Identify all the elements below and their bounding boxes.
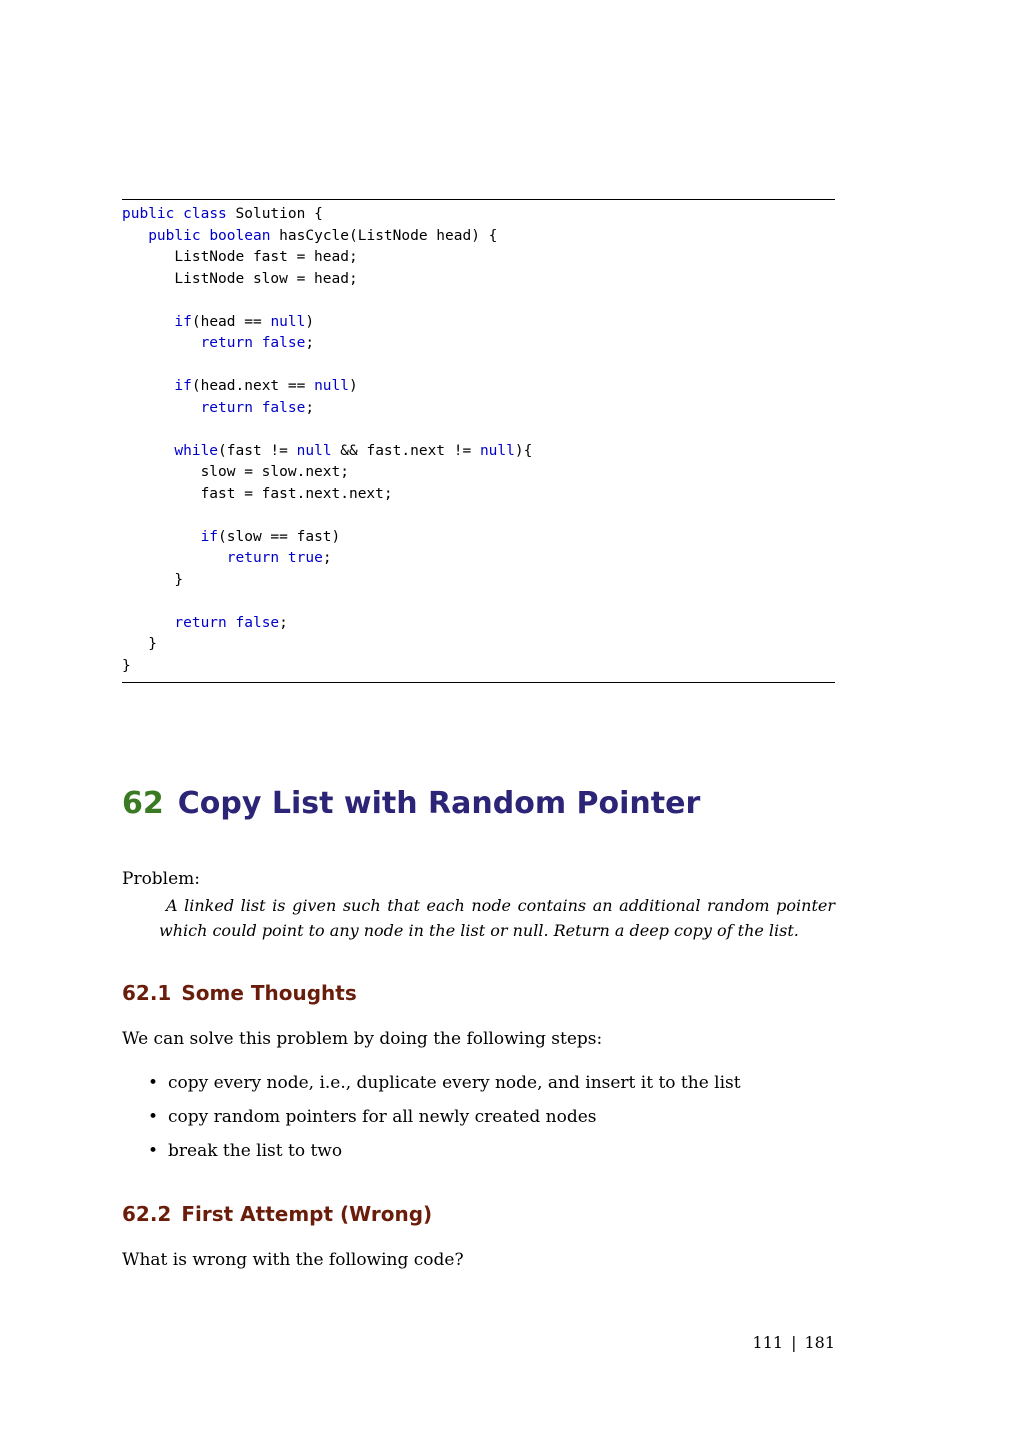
bullet-icon: • [148, 1141, 159, 1161]
code-keyword: null [479, 442, 515, 459]
code-text: ){ [514, 442, 533, 459]
code-line [122, 312, 835, 334]
code-text [122, 228, 148, 244]
code-text [227, 615, 236, 631]
section-number: 62.2 [122, 1202, 172, 1226]
code-keyword: if [174, 378, 192, 394]
code-text: (head.next == [191, 378, 315, 394]
code-text: hasCycle(ListNode head) { [270, 227, 498, 244]
code-line [122, 484, 835, 506]
code-text: (fast != [218, 442, 297, 459]
code-line [122, 398, 835, 420]
problem-label: Problem: [122, 869, 201, 889]
page-footer [753, 1333, 835, 1352]
code-keyword: public [122, 206, 175, 222]
code-text [279, 550, 288, 566]
code-line [122, 591, 835, 613]
code-keyword: return [200, 335, 253, 351]
code-keyword: return [174, 614, 227, 631]
code-keyword: null [296, 442, 332, 459]
code-keyword: false [261, 335, 306, 351]
code-line [122, 376, 835, 398]
code-text: ; [279, 614, 288, 631]
code-line [122, 204, 835, 226]
intro-paragraph: We can solve this problem by doing the following steps: [122, 1029, 603, 1049]
list-item-text: copy random pointers for all newly created nodes [168, 1107, 597, 1127]
code-text [253, 400, 262, 416]
code-text [253, 335, 262, 351]
code-keyword: false [261, 399, 306, 416]
code-text: ; [305, 335, 315, 351]
section-title-text: Some Thoughts [181, 981, 357, 1005]
code-text [122, 529, 201, 545]
code-text: (slow == fast) [218, 528, 341, 545]
section-title-text: First Attempt (Wrong) [181, 1202, 433, 1226]
code-line [122, 333, 835, 355]
code-text [122, 400, 201, 416]
code-text: ListNode slow = head; [122, 270, 358, 287]
code-keyword: true [287, 550, 323, 566]
code-text: ) [305, 313, 315, 330]
code-line [122, 269, 835, 291]
code-line [122, 527, 835, 549]
steps-list [122, 1072, 741, 1174]
code-text [122, 314, 174, 330]
code-line [122, 634, 835, 656]
code-text: slow = slow.next; [122, 464, 349, 480]
list-item-text: break the list to two [168, 1141, 343, 1161]
code-keyword: false [235, 614, 280, 631]
code-keyword: class [183, 206, 227, 222]
code-keyword: while [174, 442, 219, 459]
code-keyword: return [200, 399, 253, 416]
section-heading-first-attempt [122, 1202, 432, 1226]
code-line [122, 355, 835, 377]
code-text: } [122, 571, 184, 588]
code-keyword: return [226, 550, 280, 566]
code-line [122, 570, 835, 592]
section-number: 62.1 [122, 981, 172, 1005]
code-text: ; [305, 399, 315, 416]
chapter-title-text: Copy List with Random Pointer [177, 786, 701, 821]
code-line [122, 441, 835, 463]
code-text: Solution { [226, 206, 323, 222]
code-line [122, 247, 835, 269]
code-line [122, 505, 835, 527]
code-keyword: null [314, 378, 349, 394]
code-text [122, 615, 174, 631]
code-text [122, 335, 201, 351]
code-text: && fast.next != [331, 442, 480, 459]
list-item [122, 1072, 741, 1106]
list-item [122, 1106, 741, 1140]
code-text [122, 378, 174, 394]
code-text: fast = fast.next.next; [122, 485, 393, 502]
section-heading-some-thoughts [122, 981, 357, 1005]
code-text: } [122, 636, 157, 652]
question-paragraph: What is wrong with the following code? [122, 1250, 464, 1270]
chapter-title [122, 786, 700, 821]
code-text: (head == [191, 313, 271, 330]
code-text: ListNode fast = head; [122, 249, 358, 265]
code-line [122, 462, 835, 484]
code-line [122, 656, 835, 678]
bullet-icon: • [148, 1107, 159, 1127]
bullet-icon: • [148, 1073, 159, 1093]
code-text [174, 206, 183, 222]
code-keyword: null [270, 313, 306, 330]
code-keyword: if [200, 528, 219, 545]
list-item-text: copy every node, i.e., duplicate every node, and insert it to the list [168, 1073, 741, 1093]
footer-separator: | [791, 1333, 797, 1352]
code-keyword: if [174, 313, 192, 330]
code-keyword: boolean [209, 227, 271, 244]
code-line [122, 548, 835, 570]
code-text: } [122, 657, 131, 674]
code-keyword: public [148, 227, 201, 244]
code-listing [122, 199, 835, 683]
code-text [122, 550, 227, 566]
code-text: ) [349, 378, 358, 394]
chapter-number: 62 [122, 786, 164, 821]
problem-statement: A linked list is given such that each node contains an additional random pointer which could point to any node in the list or null. Return a deep copy of the list. [159, 896, 835, 940]
code-line [122, 613, 835, 635]
code-line [122, 226, 835, 248]
code-line [122, 290, 835, 312]
code-line [122, 419, 835, 441]
code-text [122, 443, 174, 459]
code-text: ; [322, 550, 332, 566]
list-item [122, 1140, 741, 1174]
page-number: 111 [752, 1333, 784, 1352]
page-total: 181 [804, 1333, 835, 1352]
